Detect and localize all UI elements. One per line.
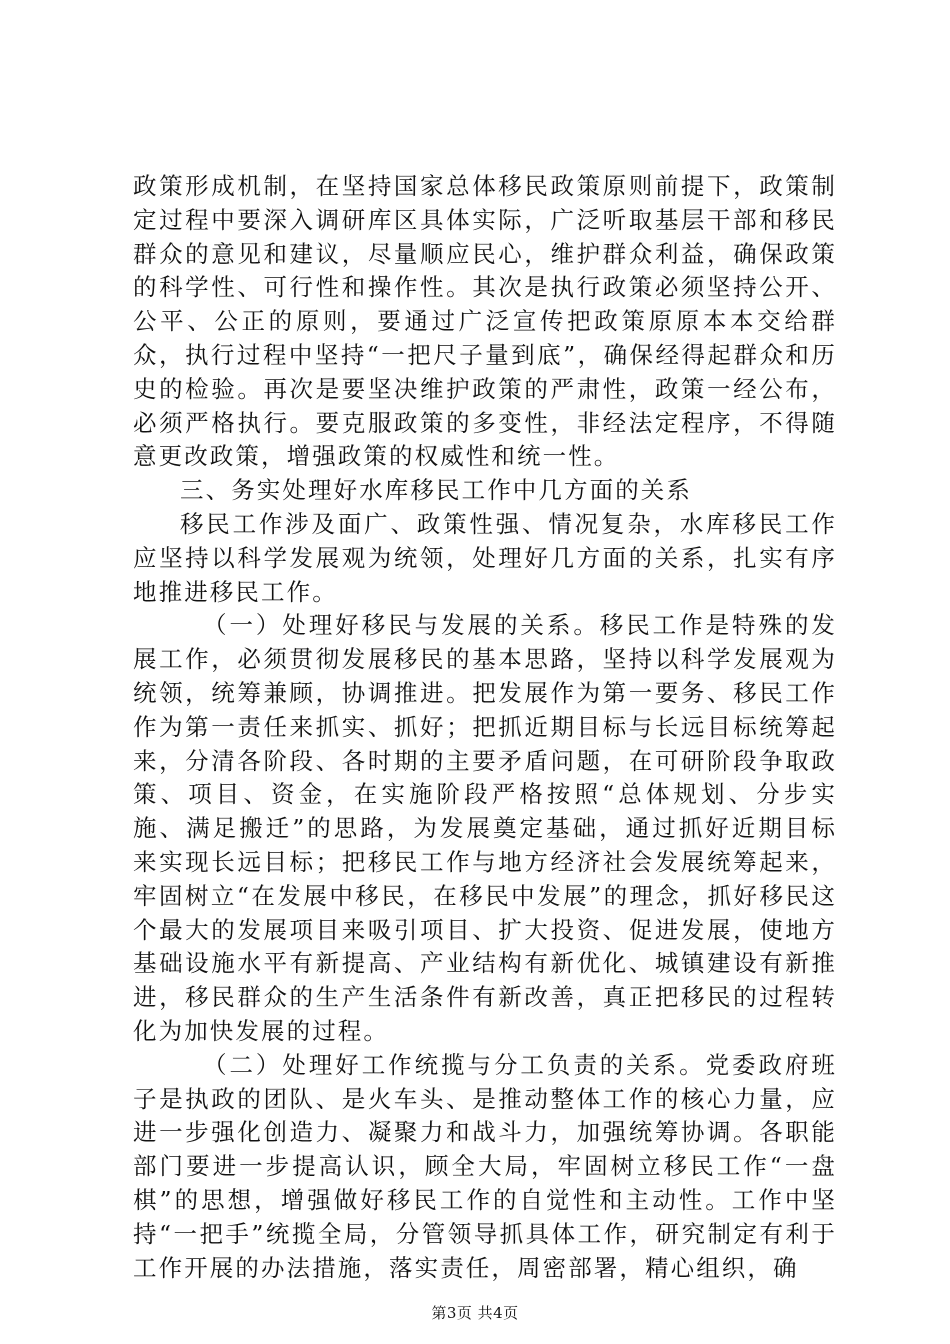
paragraph-policy-mechanism: 政策形成机制，在坚持国家总体移民政策原则前提下，政策制定过程中要深入调研库区具体实际，广泛听取基层干部和移民群众的意见和建议，尽量顺应民心，维护群众利益，确保政策的科学性、可行性和操作性。其次是执行政策必须坚持公开、公平、公正的原则，要通过广泛宣传把政策原原本本交给群众，执行过程中坚持“一把尺子量到底”，确保经得起群众和历史的检验。再次是要坚决维护政策的严肃性，政策一经公布，必须严格执行。要克服政策的多变性，非经法定程序，不得随意更改政策，增强政策的权威性和统一性。 [133,172,837,471]
paragraph-overall-coordination: （二）处理好工作统揽与分工负责的关系。党委政府班子是执政的团队、是火车头、是推动整体工作的核心力量，应进一步强化创造力、凝聚力和战斗力，加强统筹协调。各职能部门要进一步提高认识，顾全大局，牢固树立移民工作“一盘棋”的思想，增强做好移民工作的自觉性和主动性。工作中坚持“一把手”统揽全局，分管领导抓具体工作，研究制定有利于工作开展的办法措施，落实责任，周密部署，精心组织，确 [133,1050,837,1282]
page-footer: 第3页 共4页 [431,1304,519,1322]
document-body [133,170,837,1285]
paragraph-migration-development: （一）处理好移民与发展的关系。移民工作是特殊的发展工作，必须贯彻发展移民的基本思路，坚持以科学发展观为统领，统筹兼顾，协调推进。把发展作为第一要务、移民工作作为第一责任来抓实、抓好；把抓近期目标与长远目标统筹起来，分清各阶段、各时期的主要矛盾问题，在可研阶段争取政策、项目、资金，在实施阶段严格按照“总体规划、分步实施、满足搬迁”的思路，为发展奠定基础，通过抓好近期目标来实现长远目标；把移民工作与地方经济社会发展统筹起来，牢固树立“在发展中移民，在移民中发展”的理念，抓好移民这个最大的发展项目来吸引项目、扩大投资、促进发展，使地方基础设施水平有新提高、产业结构有新优化、城镇建设有新推进，移民群众的生产生活条件有新改善，真正把移民的过程转化为加快发展的过程。 [133,611,837,1045]
paragraph-section-intro: 移民工作涉及面广、政策性强、情况复杂，水库移民工作应坚持以科学发展观为统领，处理好几方面的关系，扎实有序地推进移民工作。 [133,509,837,606]
section-heading-three: 三、务实处理好水库移民工作中几方面的关系 [180,476,692,505]
